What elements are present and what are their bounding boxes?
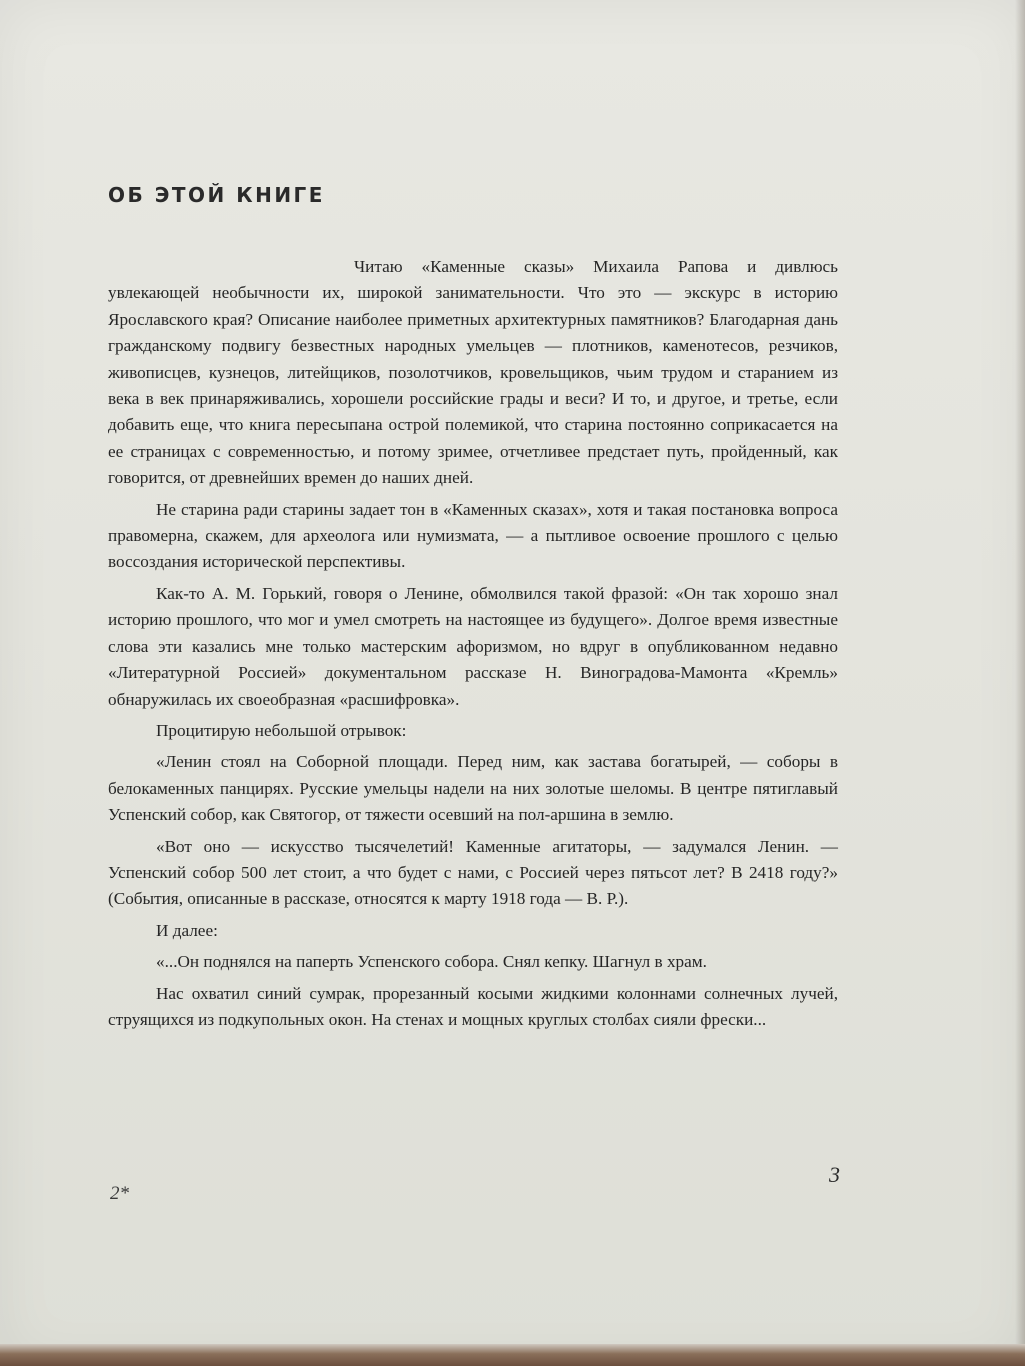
paragraph-5: «Ленин стоял на Соборной площади. Перед ним, как застава богатырей, — соборы в белокаменных панцирях. Русские умельцы надели на них золотые шеломы. В центре пятиглавый Успенский собор, как Святогор, от тяжести осевший на пол-аршина в землю. — [108, 752, 838, 825]
paragraph-9: Нас охватил синий сумрак, прорезанный косыми жидкими колоннами солнечных лучей, струящихся из подкупольных окон. На стенах и мощных круглых столбах сияли фрески... — [108, 983, 838, 1029]
paragraph-1: Читаю «Каменные сказы» Михаила Рапова и дивлюсь увлекающей необычности их, широкой занимательности. Что это — экскурс в историю Ярославского края? Описание наиболее приметных архитектурных памятников? Благодарная дань гражданскому подвигу безвестных народных умельцев — плотников, каменотесов, резчиков, живописцев, кузнецов, литейщиков, позолотчиков, кровельщиков, чьим трудом и старанием из века в век принаряживались, хорошели российские грады и веси? И то, и другое, и третье, если добавить еще, что книга пересыпана острой полемикой, что старина постоянно соприкасается на ее страницах с современностью, и потому зримее, отчетливее предстает путь, пройденный, как говорится, от древнейших времен до наших дней. — [108, 257, 838, 488]
paragraph-3: Как-то А. М. Горький, говоря о Ленине, обмолвился такой фразой: «Он так хорошо знал историю прошлого, что мог и умел смотреть на настоящее из будущего». Долгое время известные слова эти казались мне только мастерским афоризмом, но вдруг в опубликованном недавно «Литературной Россией» документальном рассказе Н. Виноградова-Мамонта «Кремль» обнаружилась их своеобразная «расшифровка». — [108, 583, 838, 709]
paragraph-8: «...Он поднялся на паперть Успенского собора. Снял кепку. Шагнул в храм. — [156, 952, 707, 972]
body-text — [108, 254, 838, 1033]
paragraph-7: И далее: — [156, 920, 218, 940]
paragraph-2: Не старина ради старины задает тон в «Каменных сказах», хотя и такая постановка вопроса правомерна, скажем, для археолога или нумизмата, — а пытливое освоение прошлого с целью воссоздания исторической перспективы. — [108, 499, 838, 572]
page-number: 3 — [829, 1162, 840, 1187]
page-edge-shadow — [1015, 0, 1025, 1366]
paragraph-4: Процитирую небольшой отрывок: — [156, 720, 407, 740]
chapter-heading: ОБ ЭТОЙ КНИГЕ — [108, 183, 325, 207]
paragraph-6: «Вот оно — искусство тысячелетий! Каменные агитаторы, — задумался Ленин. — Успенский собор 500 лет стоит, а что будет с нами, с Россией через пятьсот лет? В 2418 году?» (События, описанные в рассказе, относятся к марту 1918 года — В. Р.). — [108, 836, 838, 909]
signature-mark: 2* — [110, 1183, 129, 1204]
table-surface — [0, 1344, 1025, 1366]
